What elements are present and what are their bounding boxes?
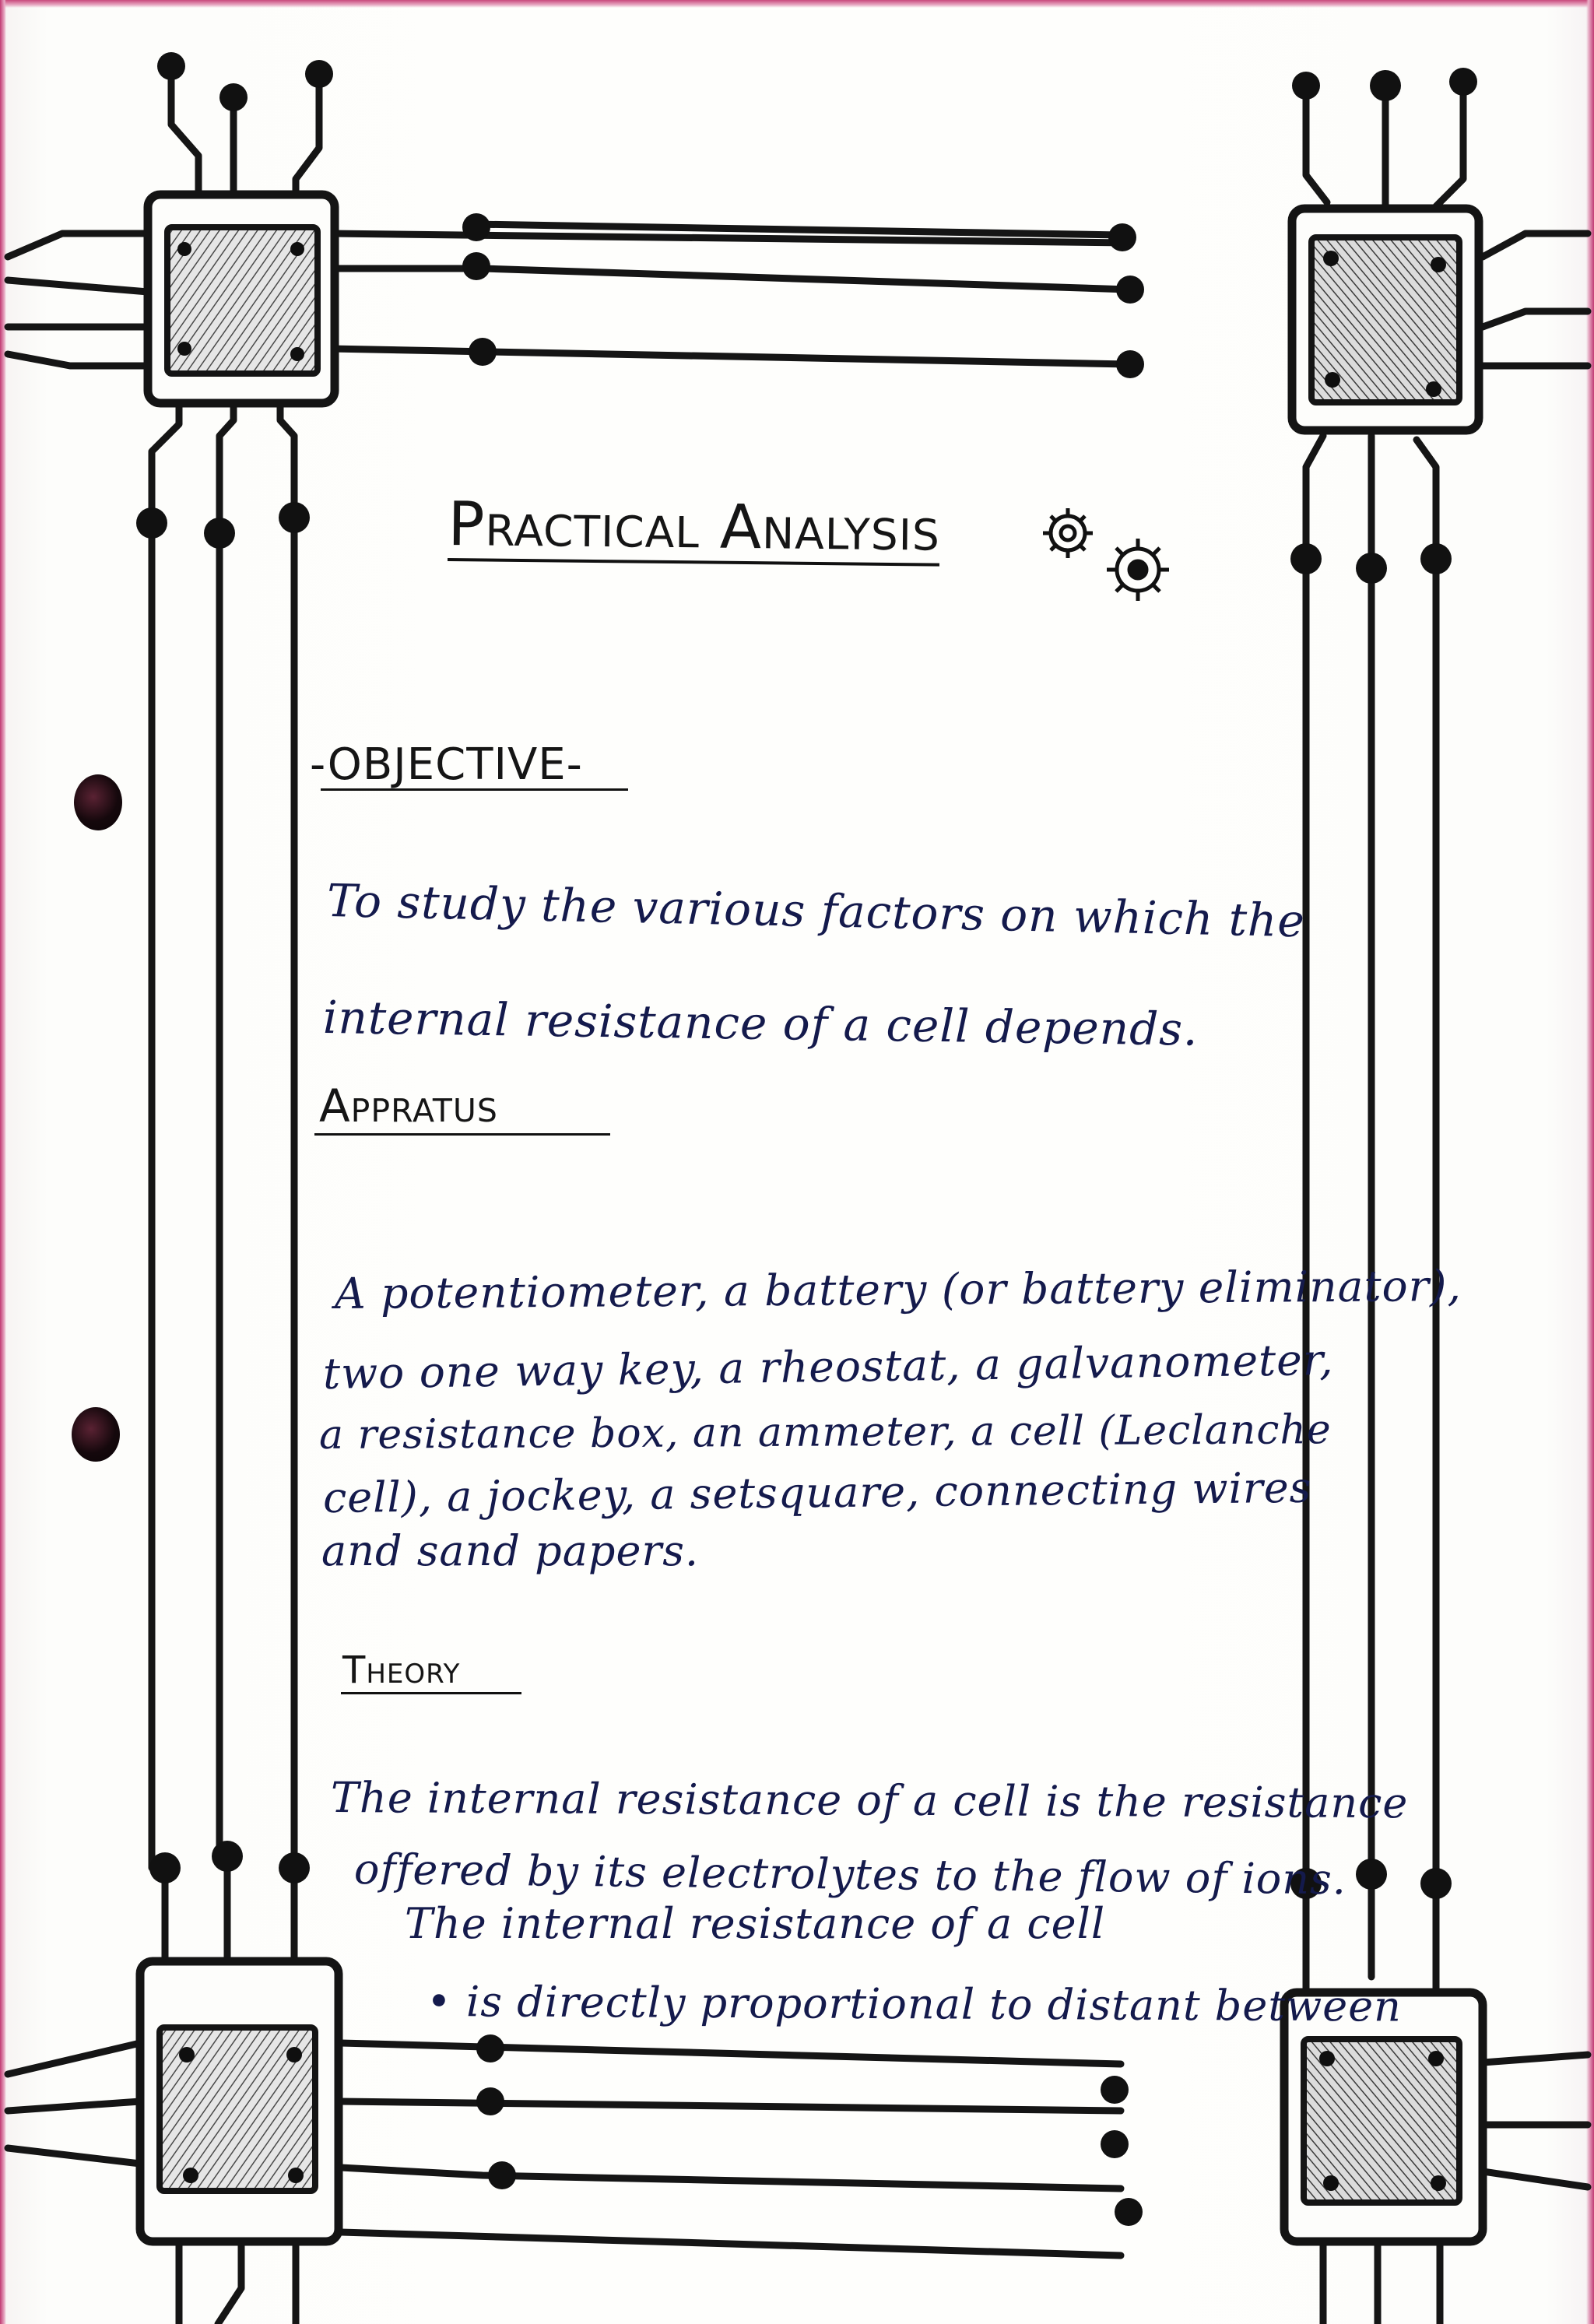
objective-line: internal resistance of a cell depends. xyxy=(322,991,1199,1056)
theory-heading xyxy=(342,1648,521,1694)
theory-underline xyxy=(341,1692,521,1694)
apparatus-heading xyxy=(319,1080,610,1136)
gear-icon xyxy=(1035,498,1191,615)
apparatus-line: a resistance box, an ammeter, a cell (Leclanche xyxy=(318,1406,1332,1459)
apparatus-line: two one way key, a rheostat, a galvanometer, xyxy=(322,1334,1334,1399)
objective-heading xyxy=(310,739,628,791)
punch-hole-upper xyxy=(74,774,122,830)
objective-heading-text: -OBJECTIVE- xyxy=(310,739,583,790)
objective-line: To study the various factors on which the xyxy=(326,874,1306,948)
theory-line: The internal resistance of a cell xyxy=(405,1899,1106,1948)
apparatus-heading-text: Appratus xyxy=(319,1080,498,1132)
apparatus-line: cell), a jockey, a setsquare, connecting wires xyxy=(322,1462,1312,1522)
theory-line: The internal resistance of a cell is the resistance xyxy=(330,1773,1409,1828)
punch-hole-lower xyxy=(72,1407,120,1462)
apparatus-line: A potentiometer, a battery (or battery eliminator), xyxy=(334,1260,1462,1318)
apparatus-underline xyxy=(314,1133,610,1136)
theory-line: • is directly proportional to distant between xyxy=(426,1977,1403,2031)
page-title: Practical Analysis xyxy=(448,490,941,565)
theory-heading-text: Theory xyxy=(342,1648,461,1692)
theory-line: offered by its electrolytes to the flow of ions. xyxy=(353,1845,1347,1904)
apparatus-line: and sand papers. xyxy=(321,1526,700,1575)
